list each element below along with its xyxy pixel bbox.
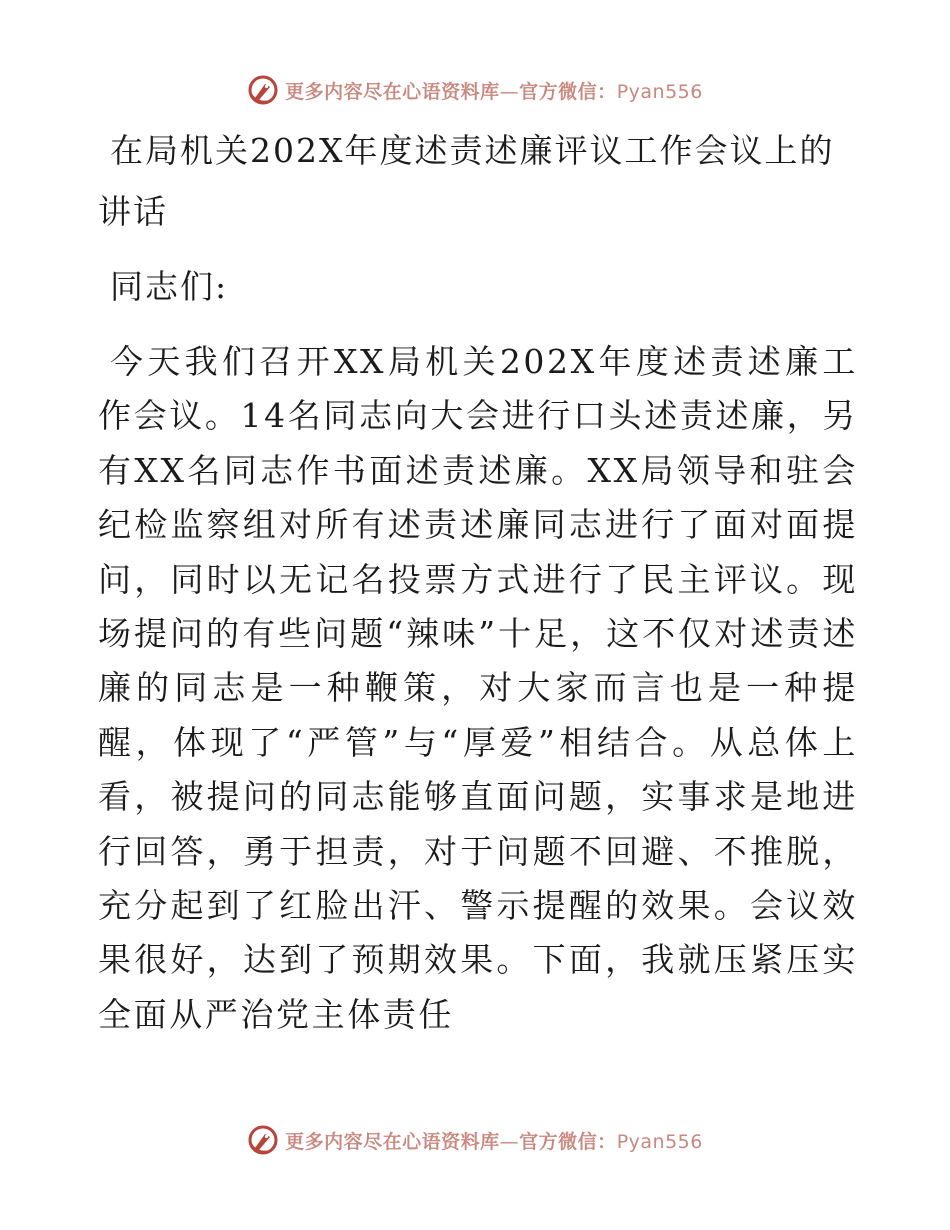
header-watermark	[0, 72, 950, 108]
watermark-text: 更多内容尽在心语资料库—官方微信：Pyan556	[285, 1130, 703, 1153]
document-body	[98, 120, 858, 1042]
watermark-text: 更多内容尽在心语资料库—官方微信：Pyan556	[285, 80, 703, 103]
body-paragraph: 今天我们召开XX局机关202X年度述责述廉工作会议。14名同志向大会进行口头述责述廉，另有XX名同志作书面述责述廉。XX局领导和驻会纪检监察组对所有述责述廉同志进行了面对面提问，同时以无记名投票方式进行了民主评议。现场提问的有些问题“辣味”十足，这不仅对述责述廉的同志是一种鞭策，对大家而言也是一种提醒，体现了“严管”与“厚爱”相结合。从总体上看，被提问的同志能够直面问题，实事求是地进行回答，勇于担责，对于问题不回避、不推脱，充分起到了红脸出汗、警示提醒的效果。会议效果很好，达到了预期效果。下面，我就压紧压实全面从严治党主体责任	[98, 342, 858, 1034]
document-title: 在局机关202X年度述责述廉评议工作会议上的讲话	[98, 131, 835, 231]
footer-watermark	[0, 1122, 950, 1158]
pen-nib-logo-icon	[247, 1124, 279, 1156]
pen-nib-logo-icon	[247, 74, 279, 106]
salutation: 同志们:	[110, 267, 229, 306]
